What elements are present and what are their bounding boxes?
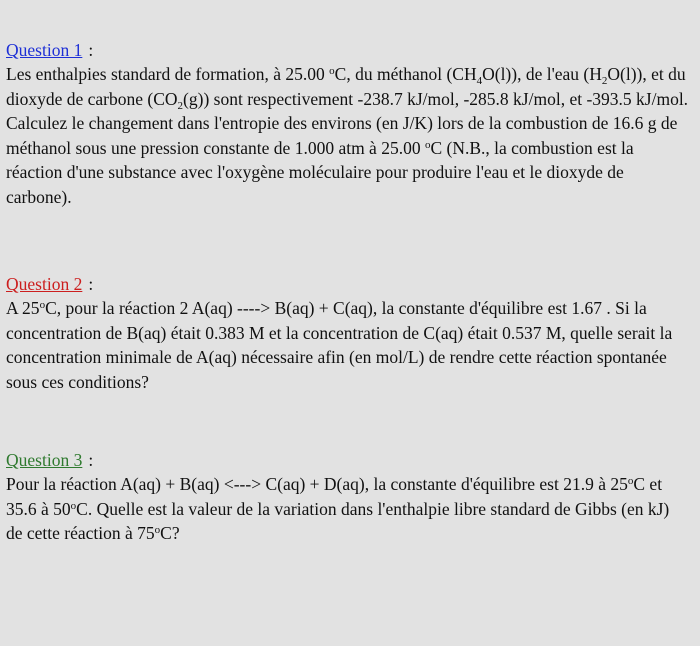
question-3-heading	[6, 448, 690, 472]
question-2	[6, 272, 690, 394]
question-2-text: A 25$^o$C, pour la réaction 2 A(aq) ----> B(aq) + C(aq), la constante d'équilibre est 1.67 . Si la concentration de B(aq) était 0.383 M et la concentration de C(aq) était 0.537 M, quelle serait la concentration minimale de A(aq) nécessaire afin (en mol/L) de rendre cette réaction spontanée sous ces conditions?	[6, 298, 673, 392]
question-1-text: Les enthalpies standard de formation, à 25.00 $^o$C, du méthanol $(CH_4O(l))$, de l'eau $(H_2O(l))$, et du dioxyde de carbone $(CO_2(g))$ sont respectivement -238.7 kJ/mol, -285.8 kJ/mol, et -393.5 kJ/mol. Calculez le changement dans l'entropie des environs (en J/K) lors de la combustion de 16.6 g de méthanol sous une pression constante de 1.000 atm à 25.00 $^o$C (N.B., la combustion est la réaction d'une substance avec l'oxygène moléculaire pour produire l'eau et le dioxyde de carbone).	[6, 64, 689, 207]
question-3	[6, 448, 690, 546]
question-2-colon: :	[88, 274, 94, 294]
question-3-link[interactable]: Question 3	[6, 450, 83, 470]
question-1	[6, 38, 690, 209]
question-3-text: Pour la réaction A(aq) + B(aq) <---> C(aq) + D(aq), la constante d'équilibre est 21.9 à 25$^o$C et 35.6 à 50$^o$C. Quelle est la valeur de la variation dans l'enthalpie libre standard de Gibbs (en kJ) de cette réaction à 75$^o$C?	[6, 474, 670, 543]
question-2-link[interactable]: Question 2	[6, 274, 83, 294]
question-1-colon: :	[88, 40, 94, 60]
question-3-colon: :	[88, 450, 94, 470]
question-1-link[interactable]: Question 1	[6, 40, 83, 60]
question-1-heading	[6, 38, 690, 62]
question-2-heading	[6, 272, 690, 296]
